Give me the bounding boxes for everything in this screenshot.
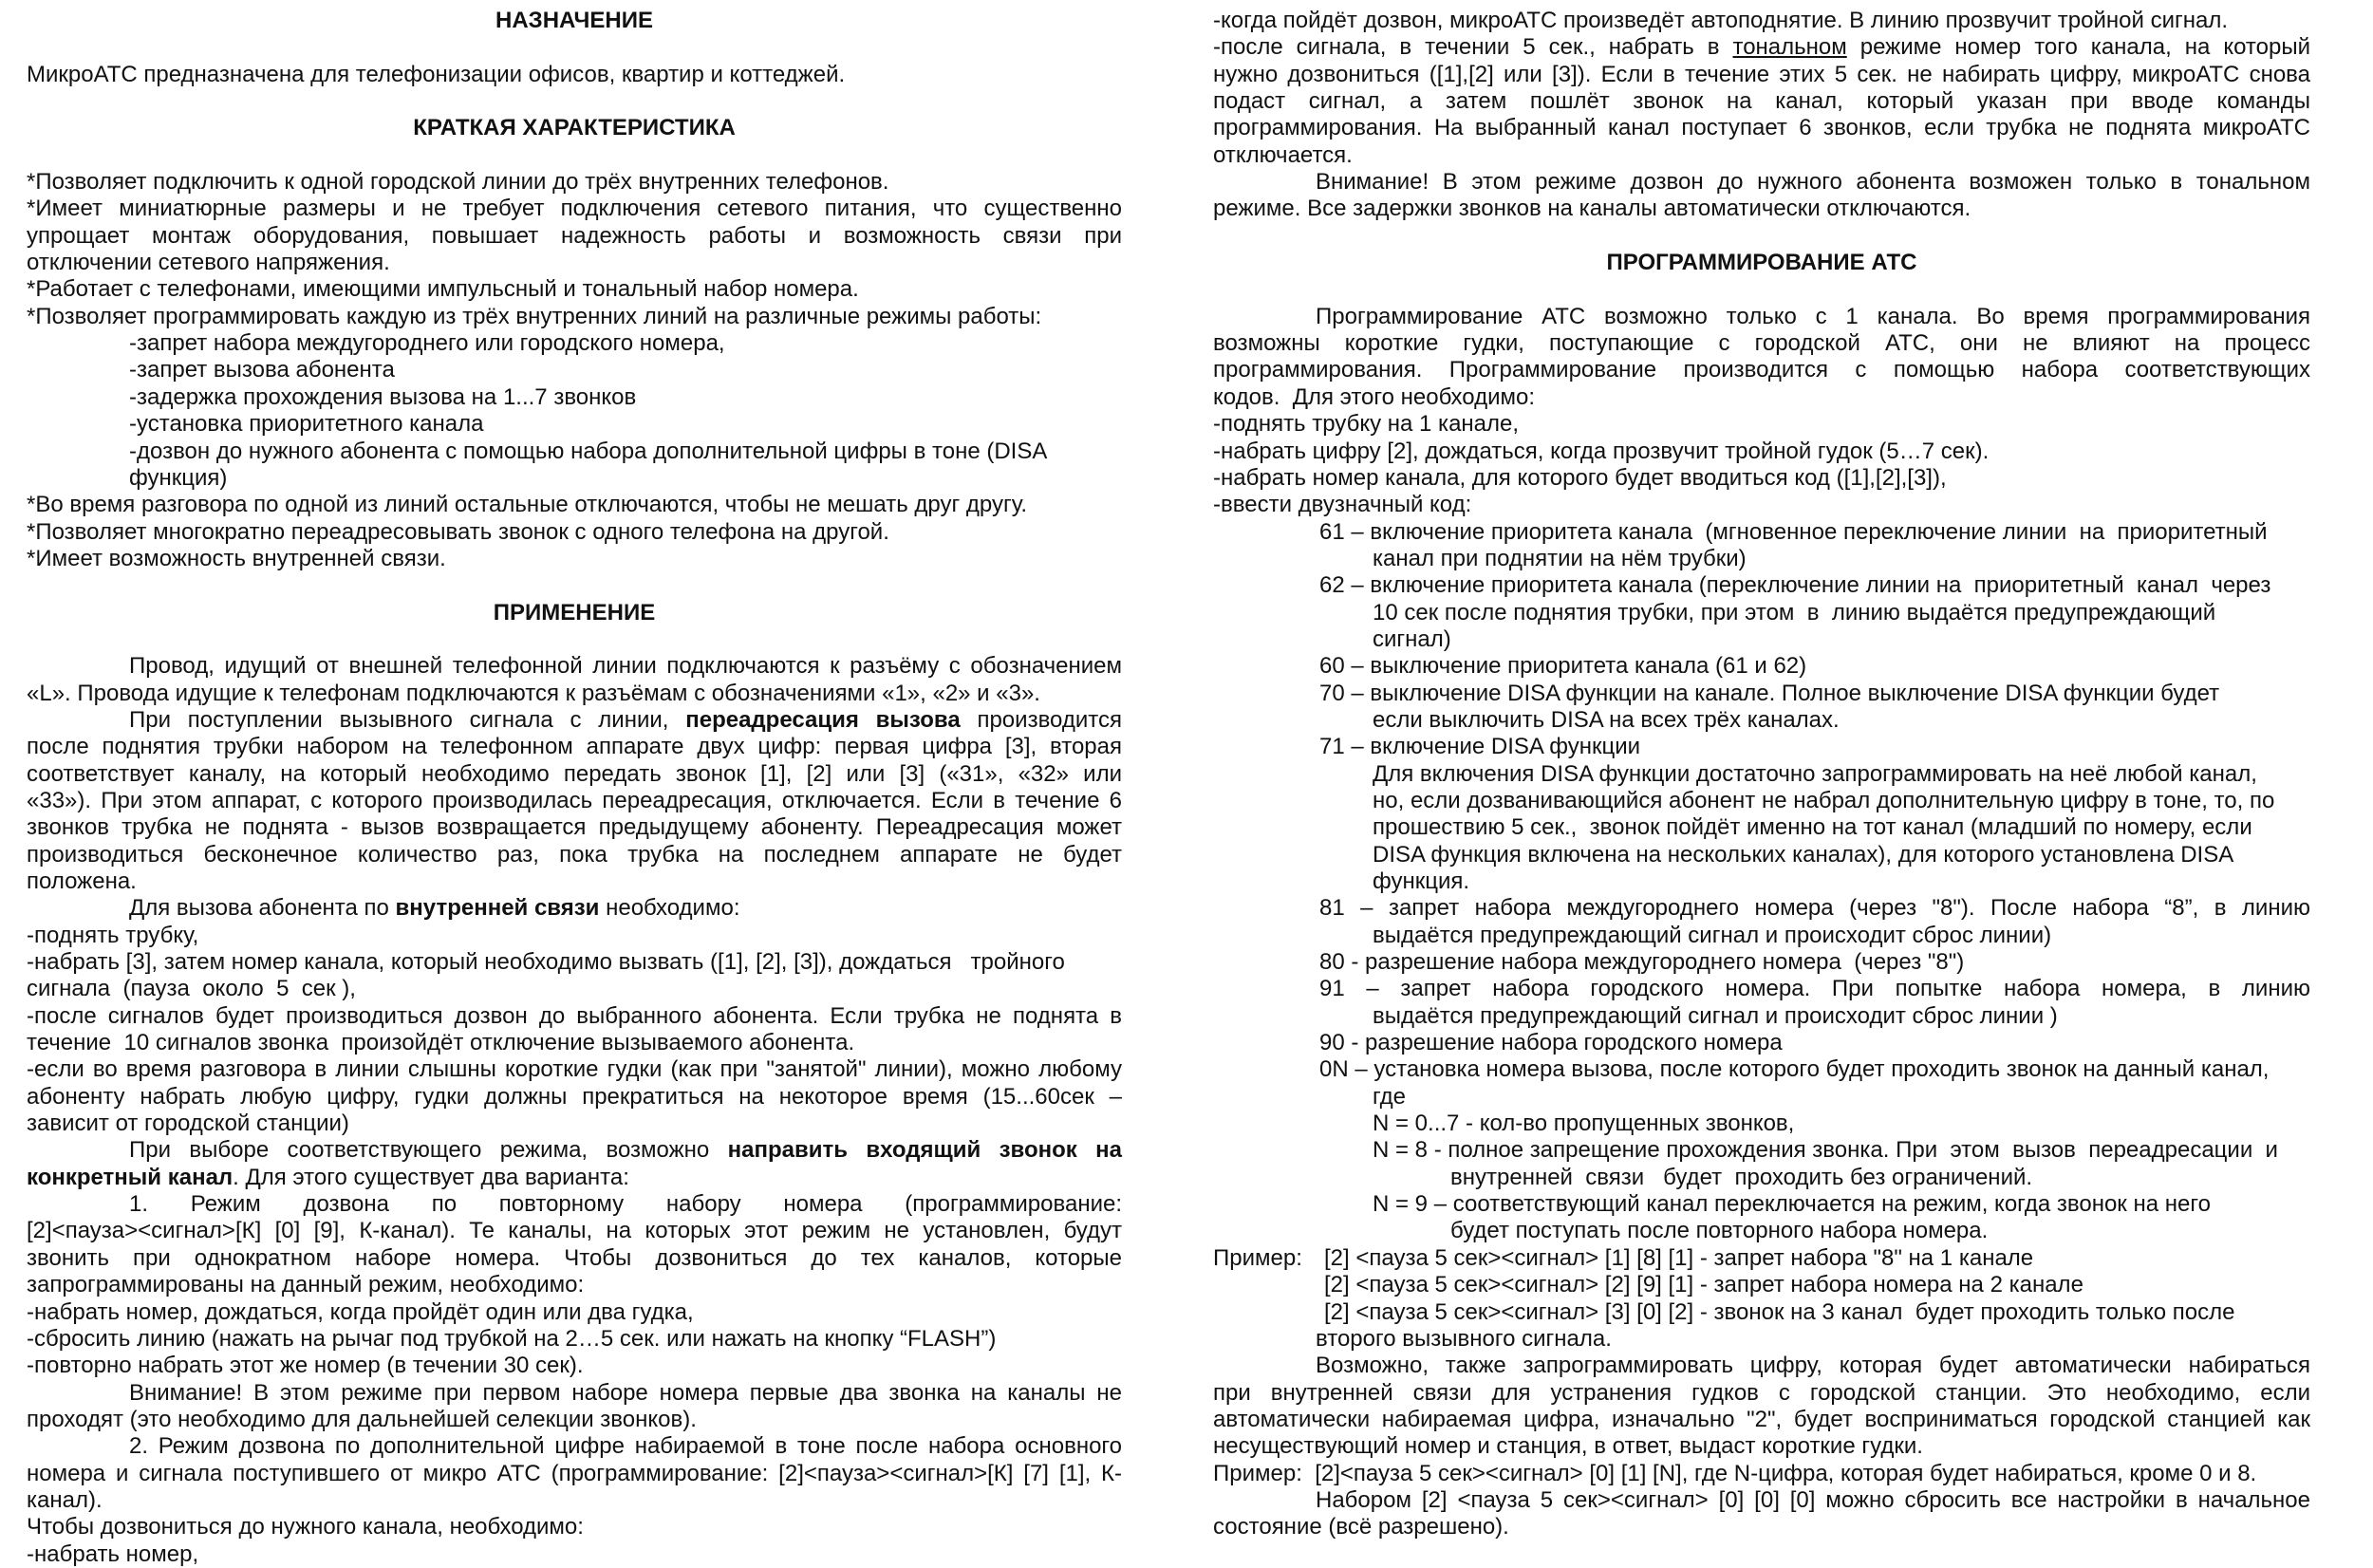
text-line: при внутренней связи для устранения гудков с городской станции. Это необходимо, если bbox=[1213, 1379, 2310, 1406]
example-text: [2] <пауза 5 сек><сигнал> [1] [8] [1] - запрет набора "8" на 1 канале bbox=[1324, 1244, 2034, 1271]
section-heading: ПРОГРАММИРОВАНИЕ АТС bbox=[1606, 250, 1917, 276]
section-heading: ПРИМЕНЕНИЕ bbox=[493, 599, 656, 625]
text-line: 62 – включение приоритета канала (переключение линии на приоритетный канал через bbox=[1319, 572, 2271, 599]
text-line: проходят (это необходимо для дальнейшей селекции звонков). bbox=[27, 1406, 697, 1432]
text-line: -ввести двузначный код: bbox=[1213, 492, 1472, 518]
blank-line bbox=[1213, 223, 2310, 250]
text-line: Внимание! В этом режиме дозвон до нужного абонента возможен только в тональном bbox=[1316, 169, 2310, 196]
text-line: 10 сек после поднятия трубки, при этом в линию выдаётся предупреждающий bbox=[1373, 599, 2216, 625]
text-line bbox=[1213, 1245, 2310, 1272]
text-line: Для включения DISA функции достаточно запрограммировать на неё любой канал, bbox=[1373, 760, 2257, 787]
text-line: несуществующий номер и станция, в ответ, выдаст короткие гудки. bbox=[1213, 1433, 1923, 1460]
text-line: N = 9 – соответствующий канал переключается на режим, когда звонок на него bbox=[1373, 1191, 2211, 1218]
text-line: -дозвон до нужного абонента с помощью набора дополнительной цифры в тоне (DISA bbox=[129, 438, 1048, 464]
text-segment: необходимо: bbox=[599, 895, 740, 922]
text-line: подаст сигнал, а затем пошлёт звонок на канал, который указан при вводе команды bbox=[1213, 88, 2310, 115]
text-line: -если во время разговора в линии слышны короткие гудки (как при "занятой" линии), можно любому bbox=[27, 1056, 1122, 1083]
text-line: *Работает с телефонами, имеющими импульсный и тональный набор номера. bbox=[27, 276, 859, 303]
text-line: «33»). При этом аппарат, с которого производилась переадресация, отключается. Если в течение 6 bbox=[27, 787, 1122, 813]
text-line: программирования. Программирование производится с помощью набора соответствующих bbox=[1213, 357, 2310, 383]
text-line: звонков трубка не поднята - вызов возвращается предыдущему абоненту. Переадресация может bbox=[27, 814, 1122, 841]
text-line bbox=[27, 707, 1122, 734]
text-segment: производится bbox=[960, 706, 1122, 733]
example-label: Пример: bbox=[1213, 1244, 1302, 1271]
text-line: Набором [2] <пауза 5 сек><сигнал> [0] [0] [0] можно сбросить все настройки в начальное bbox=[1316, 1486, 2310, 1513]
text-line: положена. bbox=[27, 868, 137, 894]
text-line: N = 8 - полное запрещение прохождения звонка. При этом вызов переадресации и bbox=[1373, 1137, 2278, 1164]
text-line: соответствует каналу, на который необходимо передать звонок [1], [2] или [3] («31», «32» или bbox=[27, 760, 1122, 787]
text-line bbox=[1213, 34, 2310, 61]
text-line: 2. Режим дозвона по дополнительной цифре набираемой в тоне после набора основного bbox=[129, 1433, 1122, 1460]
text-line: -набрать номер, дождаться, когда пройдёт один или два гудка, bbox=[27, 1298, 694, 1325]
text-line: прошествию 5 сек., звонок пойдёт именно на тот канал (младший по номеру, если bbox=[1373, 814, 2252, 841]
text-line: Пример: [2]<пауза 5 сек><сигнал> [0] [1] [N], где N-цифра, которая будет набираться, кроме 0 и 8. bbox=[1213, 1460, 2257, 1486]
text-line: абоненту набрать любую цифру, гудки должны прекратиться на некоторое время (15...60сек – bbox=[27, 1083, 1122, 1110]
text-line: кодов. Для этого необходимо: bbox=[1213, 383, 1536, 410]
text-line: *Имеет возможность внутренней связи. bbox=[27, 545, 446, 571]
text-line: состояние (всё разрешено). bbox=[1213, 1514, 1509, 1540]
text-segment: . Для этого существует два варианта: bbox=[233, 1164, 629, 1190]
blank-line bbox=[27, 572, 1122, 599]
text-line: -набрать [3], затем номер канала, который необходимо вызвать ([1], [2], [3]), дождаться тройного bbox=[27, 949, 1065, 976]
text-line: Провод, идущий от внешней телефонной линии подключаются к разъёму с обозначением bbox=[129, 653, 1122, 680]
text-line: DISA функция включена на нескольких каналах), для которого установлена DISA bbox=[1373, 841, 2234, 868]
text-line: запрограммированы на данный режим, необходимо: bbox=[27, 1272, 585, 1298]
text-line: *Имеет миниатюрные размеры и не требует подключения сетевого питания, что существенно bbox=[27, 196, 1122, 222]
text-line: второго вызывного сигнала. bbox=[1316, 1325, 1612, 1352]
text-line: 91 – запрет набора городского номера. При попытке набора номера, в линию bbox=[1319, 976, 2310, 1002]
text-line: программирования. На выбранный канал поступает 6 звонков, если трубка не поднята микроАТС bbox=[1213, 115, 2310, 141]
bold-text: конкретный канал bbox=[27, 1164, 234, 1190]
text-line: «L». Провода идущие к телефонам подключаются к разъёмам с обозначениями «1», «2» и «3». bbox=[27, 680, 1040, 706]
text-line: -сбросить линию (нажать на рычаг под трубкой на 2…5 сек. или нажать на кнопку “FLASH”) bbox=[27, 1325, 997, 1352]
text-line: функция. bbox=[1373, 868, 1470, 894]
text-line: но, если дозванивающийся абонент не набрал дополнительную цифру в тоне, то, по bbox=[1373, 787, 2275, 813]
text-line: -запрет вызова абонента bbox=[129, 357, 395, 383]
section-heading: КРАТКАЯ ХАРАКТЕРИСТИКА bbox=[413, 115, 736, 141]
text-line: 61 – включение приоритета канала (мгновенное переключение линии на приоритетный bbox=[1319, 518, 2268, 545]
bold-text: направить входящий звонок на bbox=[727, 1137, 1122, 1164]
text-line: сигнал) bbox=[1373, 625, 1451, 652]
text-line: нужно дозвониться ([1],[2] или [3]). Если в течение этих 5 сек. не набирать цифру, микроАТС снова bbox=[1213, 61, 2310, 87]
text-line: канал). bbox=[27, 1486, 103, 1513]
text-line: -набрать номер, bbox=[27, 1540, 199, 1567]
text-line: упрощает монтаж оборудования, повышает надежность работы и возможность связи при bbox=[27, 222, 1122, 249]
text-line: возможны короткие гудки, поступающие с городской АТС, они не влияют на процесс bbox=[1213, 330, 2310, 357]
text-line bbox=[27, 1165, 1122, 1191]
text-line: Программирование АТС возможно только с 1 канала. Во время программирования bbox=[1316, 303, 2310, 329]
text-segment: -после сигнала, в течении 5 сек., набрать в bbox=[1213, 34, 1733, 61]
text-line: *Позволяет многократно переадресовывать звонок с одного телефона на другой. bbox=[27, 518, 889, 545]
text-line: производиться бесконечное количество раз, пока трубка на последнем аппарате не будет bbox=[27, 841, 1122, 868]
text-line: выдаётся предупреждающий сигнал и происходит сброс линии ) bbox=[1373, 1002, 2058, 1029]
bold-text: внутренней связи bbox=[395, 895, 600, 922]
underlined-text: тональном bbox=[1732, 34, 1847, 61]
text-line: Чтобы дозвониться до нужного канала, необходимо: bbox=[27, 1514, 584, 1540]
text-line: 90 - разрешение набора городского номера bbox=[1319, 1030, 1783, 1056]
text-line: отключается. bbox=[1213, 141, 1353, 168]
text-segment: При поступлении вызывного сигнала с линии, bbox=[129, 706, 686, 733]
text-line: -когда пойдёт дозвон, микроАТС произведёт автоподнятие. В линию прозвучит тройной сигнал. bbox=[1213, 8, 2229, 33]
text-line: [2]<пауза><сигнал>[К] [0] [9], К-канал). Те каналы, на которых этот режим не установлен, будут bbox=[27, 1218, 1122, 1244]
text-line: -задержка прохождения вызова на 1...7 звонков bbox=[129, 383, 637, 410]
text-line: если выключить DISA на всех трёх каналах. bbox=[1373, 706, 1840, 733]
text-line: 80 - разрешение набора междугороднего номера (через "8") bbox=[1319, 949, 1965, 976]
section-heading: НАЗНАЧЕНИЕ bbox=[495, 8, 653, 33]
text-line: номера и сигнала поступившего от микро АТС (программирование: [2]<пауза><сигнал>[К] [7] [1], К- bbox=[27, 1460, 1122, 1486]
text-segment: Для вызова абонента по bbox=[129, 895, 396, 922]
text-line: 71 – включение DISA функции bbox=[1319, 734, 1641, 760]
text-line: -поднять трубку на 1 канале, bbox=[1213, 411, 1520, 438]
text-line: -набрать номер канала, для которого будет вводиться код ([1],[2],[3]), bbox=[1213, 464, 1947, 491]
blank-line bbox=[1213, 276, 2310, 303]
text-line: после поднятия трубки набором на телефонном аппарате двух цифр: первая цифра [3], вторая bbox=[27, 734, 1122, 760]
text-line: внутренней связи будет проходить без ограничений. bbox=[1450, 1164, 2033, 1190]
bold-text: переадресация вызова bbox=[685, 706, 961, 733]
text-line: сигнала (пауза около 5 сек ), bbox=[27, 976, 356, 1002]
text-line: выдаётся предупреждающий сигнал и происходит сброс линии) bbox=[1373, 922, 2052, 948]
text-line: автоматически набираемая цифра, изначально "2", будет восприниматься городской станцией как bbox=[1213, 1406, 2310, 1432]
blank-line bbox=[27, 142, 1122, 169]
text-line: -набрать цифру [2], дождаться, когда прозвучит тройной гудок (5…7 сек). bbox=[1213, 438, 1990, 464]
text-line: *Позволяет подключить к одной городской линии до трёх внутренних телефонов. bbox=[27, 169, 889, 196]
text-line: Внимание! В этом режиме при первом наборе номера первые два звонка на каналы не bbox=[129, 1379, 1122, 1406]
text-line: течение 10 сигналов звонка произойдёт отключение вызываемого абонента. bbox=[27, 1030, 855, 1056]
text-line bbox=[27, 895, 1122, 922]
blank-line bbox=[27, 626, 1122, 653]
text-segment: При выборе соответствующего режима, возможно bbox=[129, 1137, 728, 1164]
text-line: звонить при однократном наборе номера. Чтобы дозвониться до тех каналов, которые bbox=[27, 1244, 1122, 1271]
text-line bbox=[27, 1137, 1122, 1164]
text-segment: режиме номер того канала, на который bbox=[1846, 34, 2311, 61]
text-line: режиме. Все задержки звонков на каналы автоматически отключаются. bbox=[1213, 196, 1971, 222]
text-line: зависит от городской станции) bbox=[27, 1111, 349, 1137]
text-line: *Во время разговора по одной из линий остальные отключаются, чтобы не мешать друг другу. bbox=[27, 492, 1027, 518]
text-line: *Позволяет программировать каждую из трёх внутренних линий на различные режимы работы: bbox=[27, 303, 1042, 329]
left-column bbox=[27, 8, 1122, 1568]
text-line: Возможно, также запрограммировать цифру, которая будет автоматически набираться bbox=[1316, 1353, 2310, 1379]
text-line: 1. Режим дозвона по повторному набору номера (программирование: bbox=[129, 1191, 1122, 1218]
text-line: -повторно набрать этот же номер (в течении 30 сек). bbox=[27, 1353, 584, 1379]
text-line: -запрет набора междугороднего или городского номера, bbox=[129, 330, 725, 357]
text-line: [2] <пауза 5 сек><сигнал> [2] [9] [1] - запрет набора номера на 2 канале bbox=[1324, 1272, 2083, 1298]
text-line: 0N – установка номера вызова, после которого будет проходить звонок на данный канал, bbox=[1319, 1056, 2270, 1083]
text-line: функция) bbox=[129, 464, 228, 491]
text-line: -установка приоритетного канала bbox=[129, 411, 484, 438]
text-line: 60 – выключение приоритета канала (61 и 62) bbox=[1319, 653, 1807, 680]
text-line: канал при поднятии на нём трубки) bbox=[1373, 545, 1747, 571]
right-column bbox=[1213, 8, 2310, 1541]
blank-line bbox=[27, 34, 1122, 61]
text-line: [2] <пауза 5 сек><сигнал> [3] [0] [2] - звонок на 3 канал будет проходить только после bbox=[1324, 1298, 2235, 1325]
text-line: -после сигналов будет производиться дозвон до выбранного абонента. Если трубка не поднята в bbox=[27, 1002, 1122, 1029]
text-line: 70 – выключение DISA функции на канале. Полное выключение DISA функции будет bbox=[1319, 680, 2220, 706]
text-line: МикроАТС предназначена для телефонизации офисов, квартир и коттеджей. bbox=[27, 61, 846, 87]
text-line: будет поступать после повторного набора номера. bbox=[1450, 1218, 1989, 1244]
text-line: 81 – запрет набора междугороднего номера (через "8"). После набора “8”, в линию bbox=[1319, 895, 2310, 922]
text-line: отключении сетевого напряжения. bbox=[27, 250, 390, 276]
text-line: -поднять трубку, bbox=[27, 922, 199, 948]
text-line: N = 0...7 - кол-во пропущенных звонков, bbox=[1373, 1111, 1795, 1137]
text-line: где bbox=[1373, 1083, 1407, 1110]
blank-line bbox=[27, 88, 1122, 115]
